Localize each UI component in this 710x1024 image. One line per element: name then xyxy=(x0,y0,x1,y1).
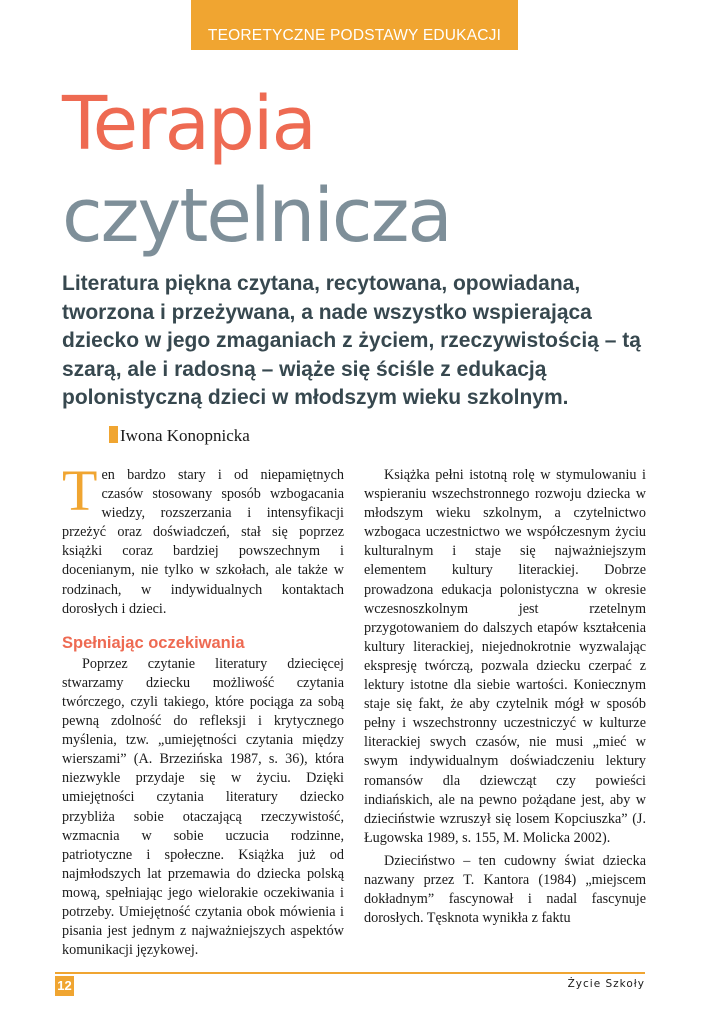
subheading: Spełniając oczekiwania xyxy=(62,633,245,652)
paragraph-body: Poprzez czytanie literatury dziecięcej stwarzamy dziecku możliwość czytania twórczego, czyli takiego, które pociąga za sobą pewną zdolność do refleksji i krytycznego myślenia, tzw. „umiejętności czytania między wierszami” (A. Brzezińska 1987, s. 36), która niezwykle przydaje się w życiu. Dzięki umiejętności czytania literatury dziecko przybliża sobie otaczającą rzeczywistość, wzmacnia w sobie uczucia rodzinne, patriotyczne i społeczne. Książka już od najmłodszych lat przemawia do dziecka polską mową, spełniając jego wielorakie oczekiwania i potrzeby. Umiejętność czytania obok mówienia i pisania jest jednym z najważniejszych aspektów komunikacji językowej. xyxy=(62,655,344,959)
paragraph-body: Dzieciństwo – ten cudowny świat dziecka nazwany przez T. Kantora (1984) „miejscem dokładnym” fascynował i nadal fascynuje dorosłych. Tęsknota wynikła z faktu xyxy=(364,852,646,927)
dropcap: T xyxy=(62,458,98,523)
paragraph-body: Książka pełni istotną rolę w stymulowaniu i wspieraniu wszechstronnego rozwoju dziecka w młodszym wieku szkolnym, a czytelnictwo wzbogaca uczestnictwo we współczesnym życiu kulturalnym i staje się najważniejszym elementem kultury literackiej. Dobrze prowadzona edukacja polonistyczna w okresie wczesnoszkolnym jest rzetelnym przygotowaniem do dalszych etapów kształcenia kultury literackiej, niejednokrotnie wyzwalając ekspresję twórczą, pozwala dziecku czerpać z lektury istotne dla siebie wartości. Koniecznym staje się fakt, że aby czytelnik mógł w sposób pełny i wszechstronny uczestniczyć w kulturze literackiej swych czasów, nie musi „mieć w swym indywidualnym doświadczeniu lektury romansów dla dziewcząt czy powieści indiańskich, ale na pewno pożądane jest, aby w dzieciństwie wzruszył się losem Kopciuszka” (J. Ługowska 1989, s. 155, M. Molicka 2002). xyxy=(364,467,646,846)
journal-name: Życie Szkoły xyxy=(567,978,645,990)
page-number: 12 xyxy=(55,976,74,996)
paragraph-intro xyxy=(62,458,344,619)
article-title-line2: czytelnicza xyxy=(62,173,451,259)
right-column xyxy=(364,466,646,928)
author-name: Iwona Konopnicka xyxy=(120,426,250,445)
left-column xyxy=(62,458,344,960)
article-title-line1: Terapia xyxy=(62,81,315,167)
article-lead: Literatura piękna czytana, recytowana, opowiadana, tworzona i przeżywana, a nade wszystko wspierająca dziecko w jego zmaganiach z życiem, rzeczywistością – tą szarą, ale i radosną – wiąże się ściśle z edukacją polonistyczną dzieci w młodszym wieku szkolnym. xyxy=(62,272,641,409)
author-byline xyxy=(109,426,250,446)
paragraph-intro-text: en bardzo stary i od niepamiętnych czasów stosowany sposób wzbogacania wiedzy, rozszerzania i intensyfikacji przeżyć oraz doświadczeń, stał się poprzez książki coraz bardziej powszechnym i docenianym, nie tylko w szkołach, ale także w rodzinach, w indywidualnych kontaktach dorosłych i dzieci. xyxy=(62,467,344,617)
footer-rule xyxy=(55,972,645,974)
author-marker xyxy=(109,426,118,443)
section-banner: TEORETYCZNE PODSTAWY EDUKACJI xyxy=(191,0,518,50)
